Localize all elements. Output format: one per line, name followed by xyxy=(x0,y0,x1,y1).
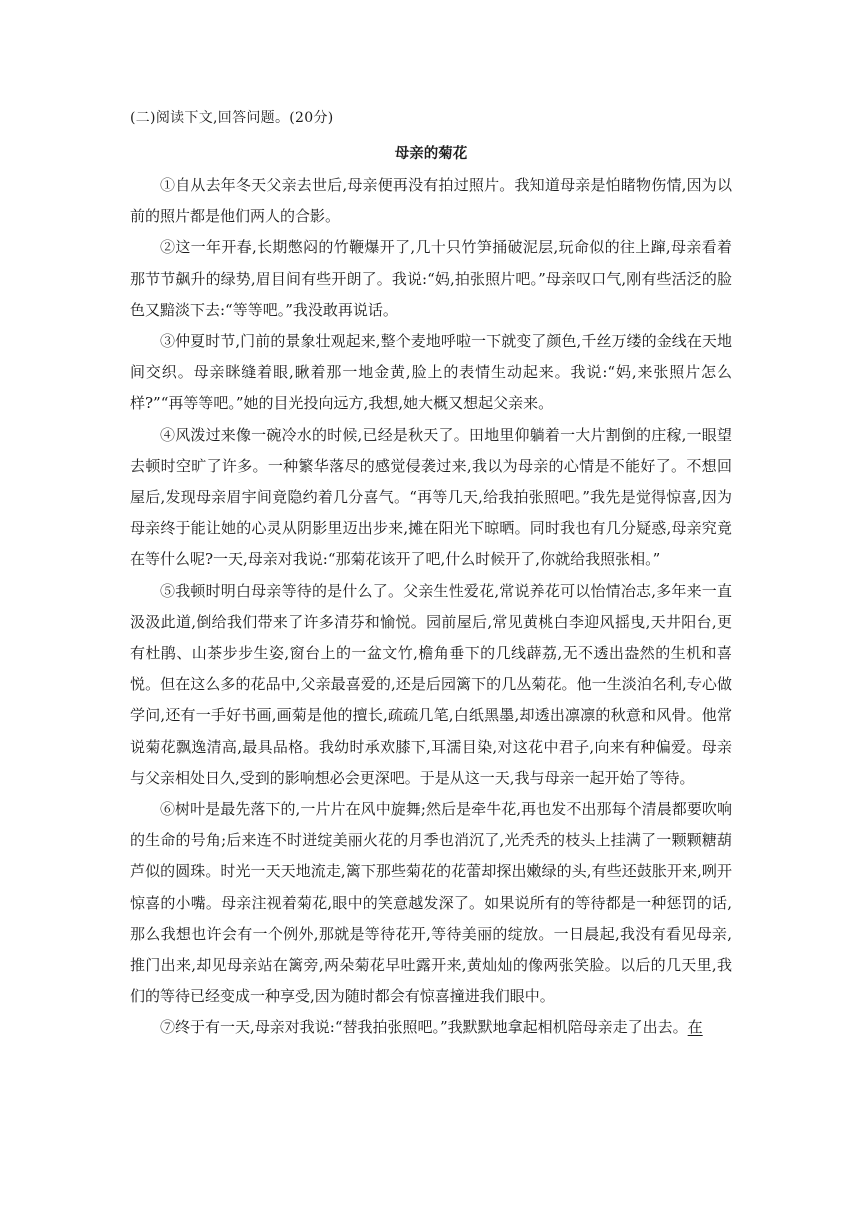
paragraph-6: ⑥树叶是最先落下的,一片片在风中旋舞;然后是牵牛花,再也发不出那每个清晨都要吹响的生命的号角;后来连不时迸绽美丽火花的月季也消沉了,光秃秃的枝头上挂满了一颗颗糖葫芦似的圆珠。时光一天天地流走,篱下那些菊花的花蕾却探出嫩绿的头,有些还鼓胀开来,咧开惊喜的小嘴。母亲注视着菊花,眼中的笑意越发深了。如果说所有的等待都是一种惩罚的话,那么我想也许会有一个例外,那就是等待花开,等待美丽的绽放。一日晨起,我没有看见母亲,推门出来,却见母亲站在篱旁,两朵菊花早吐露开来,黄灿灿的像两张笑脸。以后的几天里,我们的等待已经变成一种享受,因为随时都会有惊喜撞进我们眼中。 xyxy=(130,800,732,1006)
paragraph-2: ②这一年开春,长期憋闷的竹鞭爆开了,几十只竹笋捅破泥层,玩命似的往上蹿,母亲看着那节节飙升的绿势,眉目间有些开朗了。我说:“妈,拍张照片吧。”母亲叹口气,刚有些活泛的脸色又黯淡下去:“等等吧。”我没敢再说话。 xyxy=(130,238,732,319)
exam-page xyxy=(130,100,732,1044)
article-title: 母亲的菊花 xyxy=(394,146,468,162)
paragraph-1: ①自从去年冬天父亲去世后,母亲便再没有拍过照片。我知道母亲是怕睹物伤情,因为以前的照片都是他们两人的合影。 xyxy=(130,176,732,226)
paragraph-5: ⑤我顿时明白母亲等待的是什么了。父亲生性爱花,常说养花可以怡情冶志,多年来一直汲汲此道,倒给我们带来了许多清芬和愉悦。园前屋后,常见黄桃白李迎风摇曳,天井阳台,更有杜鹃、山茶步步生姿,窗台上的一盆文竹,檐角垂下的几线薜荔,无不透出盎然的生机和喜悦。但在这么多的花品中,父亲最喜爱的,还是后园篱下的几丛菊花。他一生淡泊名利,专心做学问,还有一手好书画,画菊是他的擅长,疏疏几笔,白纸黑墨,却透出凛凛的秋意和风骨。他常说菊花飘逸清高,最具品格。我幼时承欢膝下,耳濡目染,对这花中君子,向来有种偏爱。母亲与父亲相处日久,受到的影响想必会更深吧。于是从这一天,我与母亲一起开始了等待。 xyxy=(130,581,732,787)
paragraph-3: ③仲夏时节,门前的景象壮观起来,整个麦地呼啦一下就变了颜色,千丝万缕的金线在天地间交织。母亲眯缝着眼,瞅着那一地金黄,脸上的表情生动起来。我说:“妈,来张照片怎么样?”“再等等吧。”她的目光投向远方,我想,她大概又想起父亲来。 xyxy=(130,332,732,413)
section-header: (二)阅读下文,回答问题。(20分) xyxy=(130,110,334,126)
paragraph-4: ④风泼过来像一碗冷水的时候,已经是秋天了。田地里仰躺着一大片割倒的庄稼,一眼望去顿时空旷了许多。一种繁华落尽的感觉侵袭过来,我以为母亲的心情是不能好了。不想回屋后,发现母亲眉宇间竟隐约着几分喜气。“再等几天,给我拍张照吧。”我先是觉得惊喜,因为母亲终于能让她的心灵从阴影里迈出步来,摊在阳光下晾晒。同时我也有几分疑惑,母亲究竟在等什么呢?一天,母亲对我说:“那菊花该开了吧,什么时候开了,你就给我照张相。” xyxy=(130,425,732,569)
paragraph-7 xyxy=(130,1012,732,1043)
article-body xyxy=(130,170,732,1044)
underlined-text: 在 xyxy=(687,1018,703,1037)
paragraph-7-text: ⑦终于有一天,母亲对我说:“替我拍张照吧。”我默默地拿起相机陪母亲走了出去。 xyxy=(160,1018,688,1037)
